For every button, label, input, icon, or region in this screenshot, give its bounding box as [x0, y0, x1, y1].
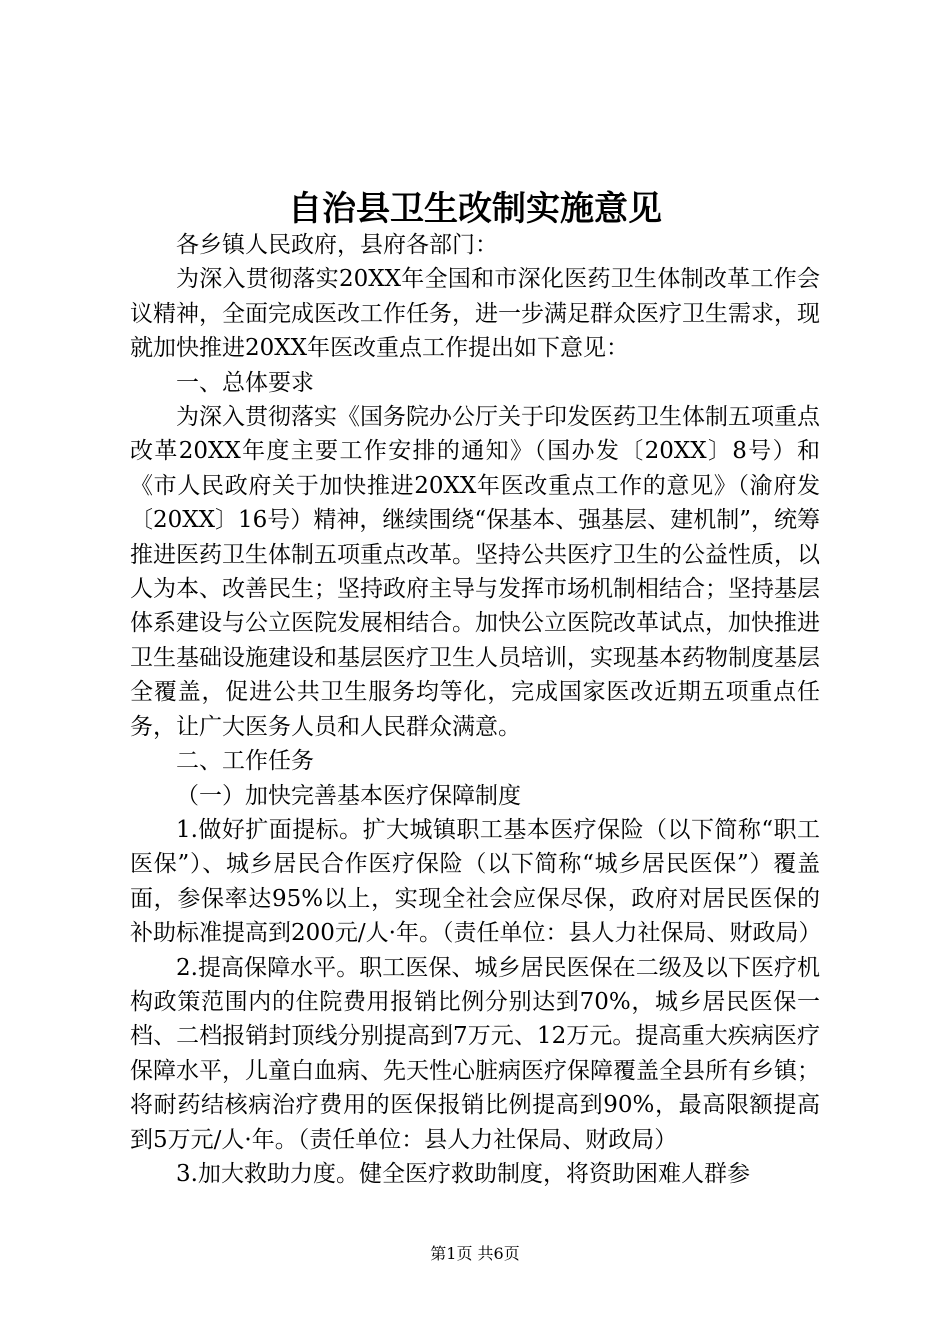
task-item-3-paragraph: 3.加大救助力度。健全医疗救助制度，将资助困难人群参	[176, 1160, 750, 1187]
section-heading-general-requirements: 一、总体要求	[176, 369, 314, 396]
task-item-1-paragraph: 1.做好扩面提标。扩大城镇职工基本医疗保险（以下简称“职工医保”）、城乡居民合作医疗保险（以下简称“城乡居民医保”）覆盖面，参保率达95%以上，实现全社会应保尽保，政府对居民医保的补助标准提高到200元/人·年。（责任单位：县人力社保局、财政局）	[130, 816, 822, 947]
intro-paragraph: 为深入贯彻落实20XX年全国和市深化医药卫生体制改革工作会议精神，全面完成医改工作任务，进一步满足群众医疗卫生需求，现就加快推进20XX年医改重点工作提出如下意见：	[130, 266, 820, 362]
salutation-paragraph: 各乡镇人民政府，县府各部门：	[176, 232, 498, 258]
general-requirements-paragraph: 为深入贯彻落实《国务院办公厅关于印发医药卫生体制五项重点改革20XX年度主要工作安排的通知》（国办发〔20XX〕8号）和《市人民政府关于加快推进20XX年医改重点工作的意见》（渝府发〔20XX〕16号）精神，继续围绕“保基本、强基层、建机制”，统筹推进医药卫生体制五项重点改革。坚持公共医疗卫生的公益性质，以人为本、改善民生；坚持政府主导与发挥市场机制相结合；坚持基层体系建设与公立医院发展相结合。加快公立医院改革试点，加快推进卫生基础设施建设和基层医疗卫生人员培训，实现基本药物制度基层全覆盖，促进公共卫生服务均等化，完成国家医改近期五项重点任务，让广大医务人员和人民群众满意。	[130, 404, 820, 740]
document-body	[130, 228, 820, 1191]
section-heading-work-tasks: 二、工作任务	[176, 748, 314, 775]
document-title: 自治县卫生改制实施意见	[288, 189, 662, 229]
task-item-2-paragraph: 2.提高保障水平。职工医保、城乡居民医保在二级及以下医疗机构政策范围内的住院费用报销比例分别达到70%，城乡居民医保一档、二档报销封顶线分别提高到7万元、12万元。提高重大疾病医疗保障水平，儿童白血病、先天性心脏病医疗保障覆盖全县所有乡镇；将耐药结核病治疗费用的医保报销比例提高到90%，最高限额提高到5万元/人·年。（责任单位：县人力社保局、财政局）	[130, 954, 820, 1153]
page-footer: 第1页 共6页	[430, 1244, 520, 1263]
subsection-heading-medical-insurance: （一）加快完善基本医疗保障制度	[176, 782, 521, 809]
